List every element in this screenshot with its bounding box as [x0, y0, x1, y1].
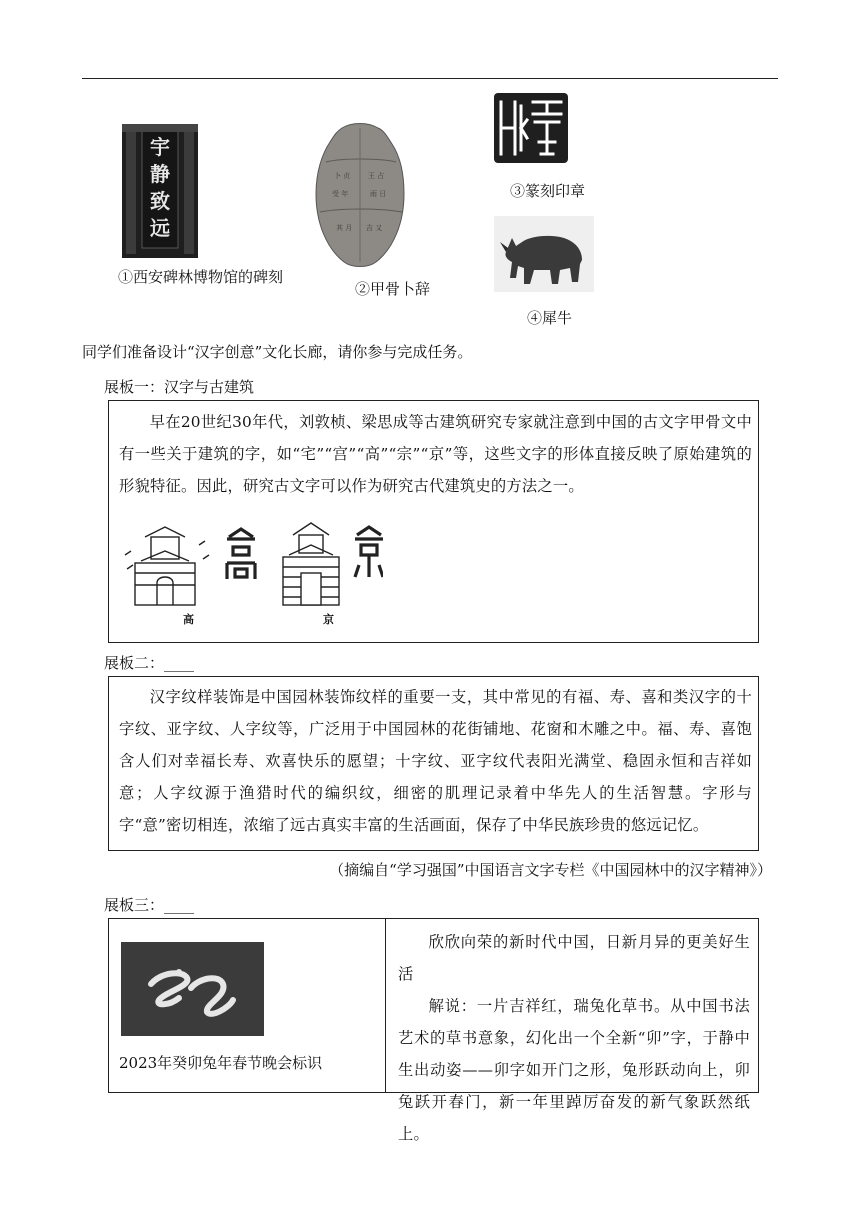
panel3-logo-cell	[109, 919, 386, 1092]
svg-text:吉 又: 吉 又	[366, 224, 383, 232]
panel2-source: （摘编自“学习强国”中国语言文字专栏《中国园林中的汉字精神》）	[329, 861, 772, 879]
rhino-image	[494, 216, 594, 292]
panel3-text-cell	[386, 919, 758, 1143]
intro-text: 同学们准备设计“汉字创意”文化长廊，请你参与完成任务。	[82, 343, 473, 361]
gao-label: 高	[183, 613, 194, 626]
svg-text:其 月: 其 月	[336, 224, 353, 232]
panel2-title: 展板二：____	[104, 654, 195, 672]
header-rule	[82, 78, 778, 79]
gala-logo-caption: 2023年癸卯兔年春节晚会标识	[119, 1054, 323, 1072]
panel3-heading: 欣欣向荣的新时代中国，日新月异的更美好生活	[398, 933, 750, 983]
building-illustration	[123, 515, 383, 633]
panel1-text: 早在20世纪30年代，刘敦桢、梁思成等古建筑研究专家就注意到中国的古文字甲骨文中有一些关于建筑的字，如“宅”“宫”“高”“宗”“京”等，这些文字的形体直接反映了原始建筑的形貌特征。因此，研究古文字可以作为研究古代建筑史的方法之一。	[119, 413, 752, 495]
svg-text:王 占: 王 占	[368, 172, 385, 180]
stele-text: 宇静致远	[150, 135, 170, 240]
jing-label: 京	[323, 613, 334, 626]
panel3-box	[108, 918, 759, 1143]
svg-text:卜 贞: 卜 贞	[334, 172, 351, 180]
panel1-box	[108, 400, 759, 643]
panel2-box	[108, 676, 759, 851]
stele-image	[122, 124, 198, 258]
seal-image	[493, 92, 569, 164]
svg-text:雨 日: 雨 日	[370, 190, 387, 198]
rhino-icon	[494, 216, 594, 292]
seal-caption: ③篆刻印章	[510, 182, 586, 200]
stele-caption: ①西安碑林博物馆的碑刻	[118, 268, 284, 286]
rhino-caption: ④犀牛	[527, 309, 573, 327]
gala-logo-icon	[121, 942, 264, 1036]
panel3-title: 展板三：____	[104, 896, 195, 914]
panel1-title: 展板一：汉字与古建筑	[104, 378, 255, 396]
panel3-explain: 解说：一片吉祥红，瑞兔化草书。从中国书法艺术的草书意象，幻化出一个全新“卯”字，于静中生出动姿——卯字如开门之形，兔形跃动向上，卯兔跃开春门，新一年里踔厉奋发的新气象跃然纸上。	[398, 997, 750, 1143]
panel2-text: 汉字纹样装饰是中国园林装饰纹样的重要一支，其中常见的有福、寿、喜和类汉字的十字纹、亚字纹、人字纹等，广泛用于中国园林的花街铺地、花窗和木雕之中。福、寿、喜饱含人们对幸福长寿、欢喜快乐的愿望；十字纹、亚字纹代表阳光满堂、稳固永恒和吉祥如意；人字纹源于渔猎时代的编织纹，细密的肌理记录着中华先人的生活智慧。字形与字“意”密切相连，浓缩了远古真实丰富的生活画面，保存了中华民族珍贵的悠远记忆。	[119, 688, 752, 834]
seal-icon	[493, 92, 569, 164]
svg-text:受 年: 受 年	[332, 190, 349, 198]
gala-logo-image	[121, 942, 264, 1036]
oracle-caption: ②甲骨卜辞	[355, 280, 431, 298]
oracle-bone-image	[312, 122, 408, 268]
